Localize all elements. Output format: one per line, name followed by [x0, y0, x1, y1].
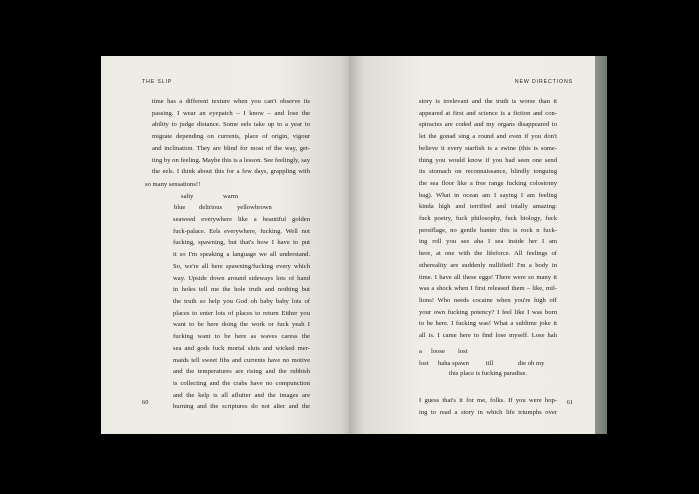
- text-line: way. Upside down around sideways lots of hand: [173, 274, 310, 282]
- text-line: and inclination. They are blind for most of the way, get-: [152, 144, 310, 152]
- text-line: spiracies are coded and my organs disappeared to: [419, 121, 557, 129]
- text-line: lions! Who needs cocaine when you're high off: [419, 296, 557, 304]
- text-line: fucking, spawning, but that's how I have to put: [173, 239, 310, 247]
- text-line: maids tell sweet fibs and currents have no motive: [173, 356, 310, 364]
- text-line: I guess that's it for me, folks. If you were hop-: [419, 397, 557, 404]
- scatter-word: till: [486, 359, 494, 367]
- text-line: ethereality are suddenly nullified! I'm a body in: [419, 261, 557, 269]
- text-line: here, at one with the lifeforce. All feelings of: [419, 250, 557, 258]
- running-head-right: NEW DIRECTIONS: [514, 79, 573, 85]
- text-line: all is. I came here to find lose myself. Lose hah: [419, 332, 557, 340]
- text-line: story is irrelevant and the truth is worse than it: [419, 98, 557, 105]
- scatter-word: yellowbrown: [237, 204, 272, 212]
- text-line: fuck poetry, fuck philosophy, fuck biology, fuck: [419, 215, 557, 223]
- text-line: fucking want to be here as waves caress the: [173, 333, 310, 341]
- left-paragraph-1: [152, 96, 310, 178]
- text-line: migrate depending on currents, place of origin, vigour: [152, 133, 310, 141]
- text-line: time. I have all these eggs! There were so many it: [419, 273, 557, 281]
- text-line: the eels. I think about this for a few days, grappling with: [152, 168, 310, 176]
- text-line: kinda high and terrified and totally amazing:: [419, 203, 557, 211]
- text-line: places to enter lots of places to return Either you: [173, 309, 310, 317]
- left-page: [101, 56, 351, 434]
- scatter-line-3: [152, 202, 310, 214]
- text-line: in holes tell me the hole truth and nothing but: [173, 286, 310, 294]
- scatter-line-1: [145, 179, 310, 191]
- right-paragraph-1: [419, 96, 557, 342]
- text-line: the sea floor like a free range fucking colostomy: [419, 179, 557, 187]
- page-number-left: 60: [142, 399, 149, 406]
- scatter-word: lost: [419, 359, 429, 367]
- text-line: So, we're all here spawning/fucking every which: [173, 262, 310, 270]
- scatter-word: loose: [431, 348, 445, 355]
- text-line: fuck-palace. Eels everywhere, fucking. Well not: [173, 227, 310, 235]
- text-line: time has a different texture when you can't observe its: [152, 98, 310, 105]
- right-paragraph-2: [419, 395, 557, 418]
- scatter-word: haha spawn: [438, 359, 469, 367]
- page-block-edge: [595, 56, 607, 434]
- scatter-word: blue: [174, 204, 186, 212]
- scatter-word: die oh my: [518, 359, 545, 367]
- text-line: believe it every starfish is a swine (this is some-: [419, 144, 557, 152]
- text-line: ability to judge distance. Some eels take up to a year to: [152, 121, 310, 129]
- text-line: was a shock when I first released them – like, mil-: [419, 285, 557, 293]
- text-line: ing roll you see aha I sea inside her I am: [419, 238, 557, 246]
- text-line: let the gonad sing a round and even if you don't: [419, 133, 557, 141]
- page-number-right: 61: [566, 399, 573, 406]
- scatter-line-1: [419, 346, 557, 358]
- text-line: seaweed everywhere like a beautiful golden: [173, 216, 310, 224]
- text-line: it so I'm speaking a language we all understand.: [173, 251, 310, 259]
- text-line: ting by on feeling. Maybe this is a lesson. See feelingly, say: [152, 156, 310, 164]
- text-line: and the kelp is all aflutter and the images are: [173, 391, 310, 399]
- right-scatter: [419, 346, 557, 369]
- text-line: burning and the scriptures do not alter and the: [173, 403, 310, 411]
- running-head-left: THE SLIP: [142, 79, 173, 85]
- text-line: your own fucking potency? I feel like I was born: [419, 308, 557, 316]
- text-line: ing to read a story in which life triumphs over: [419, 408, 557, 416]
- scatter-word: salty: [181, 192, 194, 200]
- paradise-line: this place is fucking paradise.: [448, 370, 528, 377]
- text-line: thing you would know if you had seen one send: [419, 156, 557, 164]
- scatter-line-2: [152, 191, 310, 203]
- text-line: bag). What in ocean am I saying I am feeling: [419, 191, 557, 199]
- text-line: the truth so help you God oh baby baby lots of: [173, 297, 310, 305]
- text-line: appeared at first and science is a fiction and con-: [419, 109, 557, 117]
- text-line: passing. I wear an eyepatch – I know – and lose the: [152, 109, 310, 117]
- scatter-word: so many sensations!!: [145, 181, 201, 188]
- scatter-word: lost: [458, 348, 468, 355]
- text-line: and the temperatures are rising and the rubbish: [173, 368, 310, 376]
- book-spread: [101, 56, 607, 434]
- text-line: to be here. I fucking was! What a sublime joke it: [419, 320, 557, 328]
- text-line: its stomach on reconnaissance, blindly tonguing: [419, 168, 557, 176]
- text-line: want to be here doing the work or fuck yeah I: [173, 321, 310, 329]
- scatter-word: delirious: [199, 204, 223, 212]
- text-line: sea and gods fuck mortal sluts and wicked mer-: [173, 344, 310, 352]
- text-line: persiflage, no gentle banter this is rock n fuck-: [419, 226, 557, 234]
- right-page: [349, 56, 595, 434]
- text-line: is collecting and the crabs have no compunction: [173, 379, 310, 387]
- scatter-word: warm: [223, 192, 239, 200]
- scatter-word: a: [419, 348, 422, 355]
